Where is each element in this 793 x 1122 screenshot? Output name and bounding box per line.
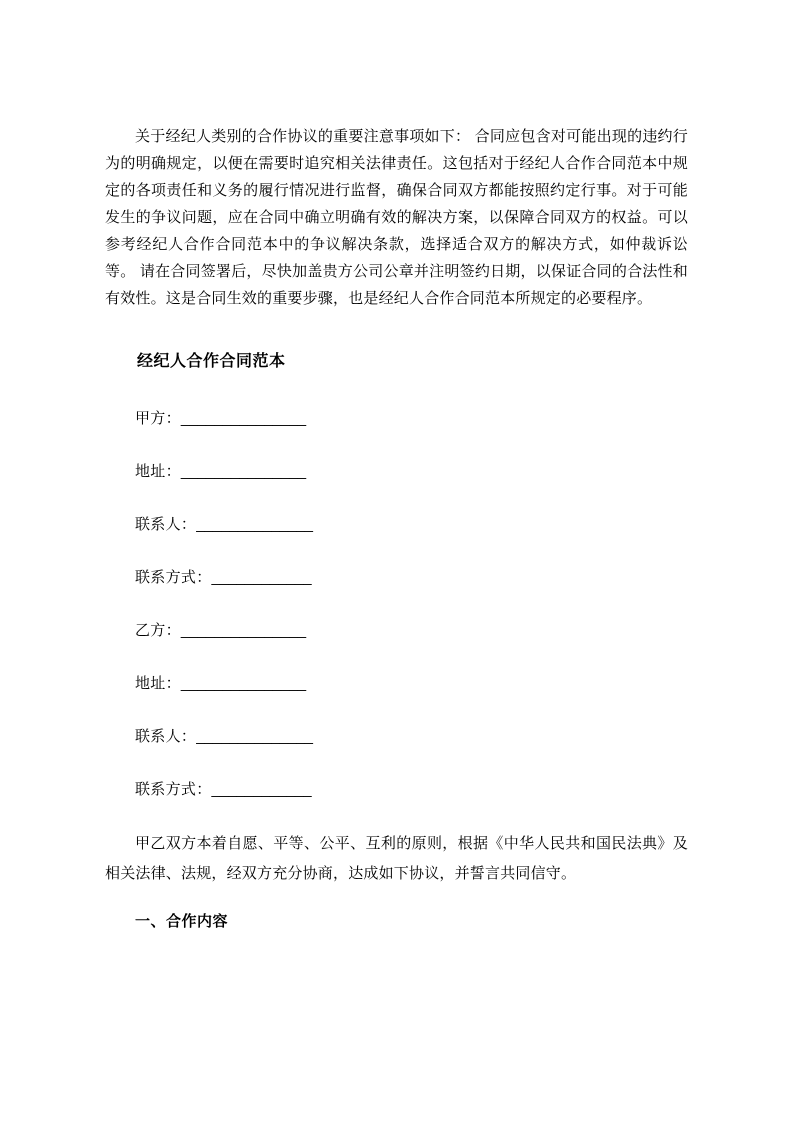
intro-paragraph: 关于经纪人类别的合作协议的重要注意事项如下： 合同应包含对可能出现的违约行为的明确规定，以便在需要时追究相关法律责任。这包括对于经纪人合作合同范本中规定的各项责任和义务的履行情况进行监督，确保合同双方都能按照约定行事。对于可能发生的争议问题，应在合同中确立明确有效的解决方案，以保障合同双方的权益。可以参考经纪人合作合同范本中的争议解决条款，选择适合双方的解决方式，如仲裁诉讼等。 请在合同签署后，尽快加盖贵方公司公章并注明签约日期，以保证合同的合法性和有效性。这是合同生效的重要步骤，也是经纪人合作合同范本所规定的必要程序。 — [105, 128, 688, 307]
section-heading-cooperation: 一、合作内容 — [135, 913, 229, 930]
field-blank: _______________ — [180, 463, 307, 480]
form-line-party-b-phone — [105, 776, 688, 803]
form-line-party-a-address — [105, 458, 688, 485]
field-blank: ______________ — [196, 728, 313, 745]
field-label: 甲方： — [135, 410, 181, 427]
field-blank: _______________ — [180, 410, 307, 427]
field-label: 地址： — [135, 463, 181, 480]
form-line-party-b-address — [105, 670, 688, 697]
field-label: 联系方式： — [135, 569, 212, 586]
form-line-party-a — [105, 405, 688, 432]
field-blank: _______________ — [180, 675, 307, 692]
form-line-party-b-contact — [105, 723, 688, 750]
contract-parties-form — [105, 405, 688, 803]
field-label: 乙方： — [135, 622, 181, 639]
field-label: 地址： — [135, 675, 181, 692]
agreement-paragraph: 甲乙双方本着自愿、平等、公平、互利的原则，根据《中华人民共和国民法典》及相关法律、法规，经双方充分协商，达成如下协议，并誓言共同信守。 — [105, 835, 688, 882]
contract-title: 经纪人合作合同范本 — [137, 353, 286, 370]
field-blank: _______________ — [180, 622, 307, 639]
field-blank: ____________ — [211, 781, 312, 798]
form-line-party-a-contact — [105, 511, 688, 538]
field-blank: ____________ — [211, 569, 312, 586]
field-label: 联系人： — [135, 516, 197, 533]
field-label: 联系方式： — [135, 781, 212, 798]
field-label: 联系人： — [135, 728, 197, 745]
form-line-party-b — [105, 617, 688, 644]
form-line-party-a-phone — [105, 564, 688, 591]
field-blank: ______________ — [196, 516, 313, 533]
